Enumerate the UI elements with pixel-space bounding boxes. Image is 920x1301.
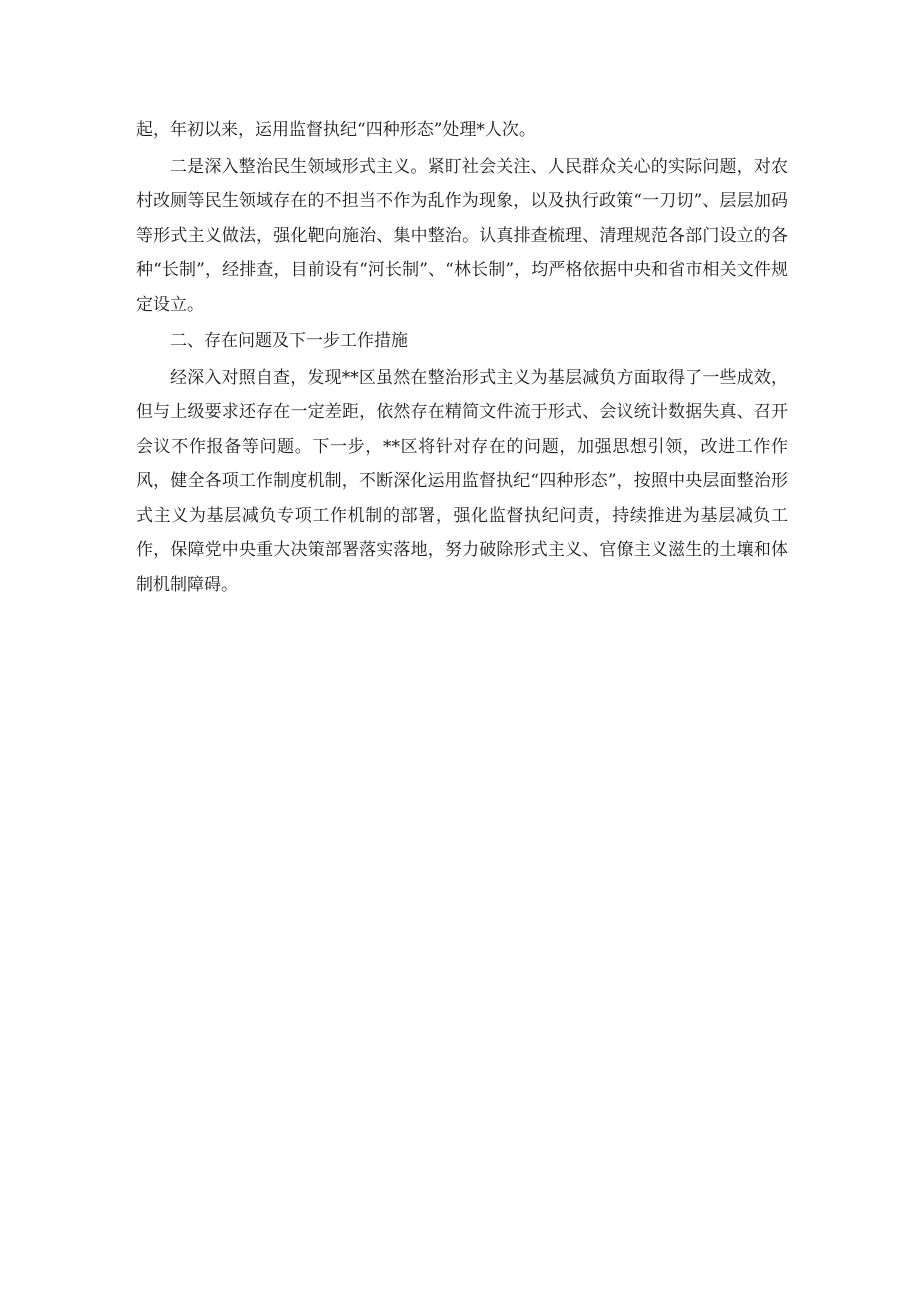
paragraph-continuation: 起，年初以来，运用监督执纪“四种形态”处理*人次。 [136,120,536,140]
paragraph-livelihood-formalism: 二是深入整治民生领域形式主义。紧盯社会关注、人民群众关心的实际问题，对农村改厕等民生领域存在的不担当不作为乱作为现象，以及执行政策“一刀切”、层层加码等形式主义做法，强化靶向施治、集中整治。认真排查梳理、清理规范各部门设立的各种“长制”，经排查，目前设有“河长制”、“林长制”，均严格依据中央和省市相关文件规定设立。 [136,156,788,315]
document-body [136,113,788,602]
paragraph-self-inspection: 经深入对照自查，发现**区虽然在整治形式主义为基层减负方面取得了一些成效，但与上级要求还存在一定差距，依然存在精简文件流于形式、会议统计数据失真、召开会议不作报备等问题。下一步，**区将针对存在的问题，加强思想引领，改进工作作风，健全各项工作制度机制，不断深化运用监督执纪“四种形态”，按照中央层面整治形式主义为基层减负专项工作机制的部署，强化监督执纪问责，持续推进为基层减负工作，保障党中央重大决策部署落实落地，努力破除形式主义、官僚主义滋生的土壤和体制机制障碍。 [136,367,788,595]
section-heading-problems-and-measures: 二、存在问题及下一步工作措施 [170,331,408,351]
